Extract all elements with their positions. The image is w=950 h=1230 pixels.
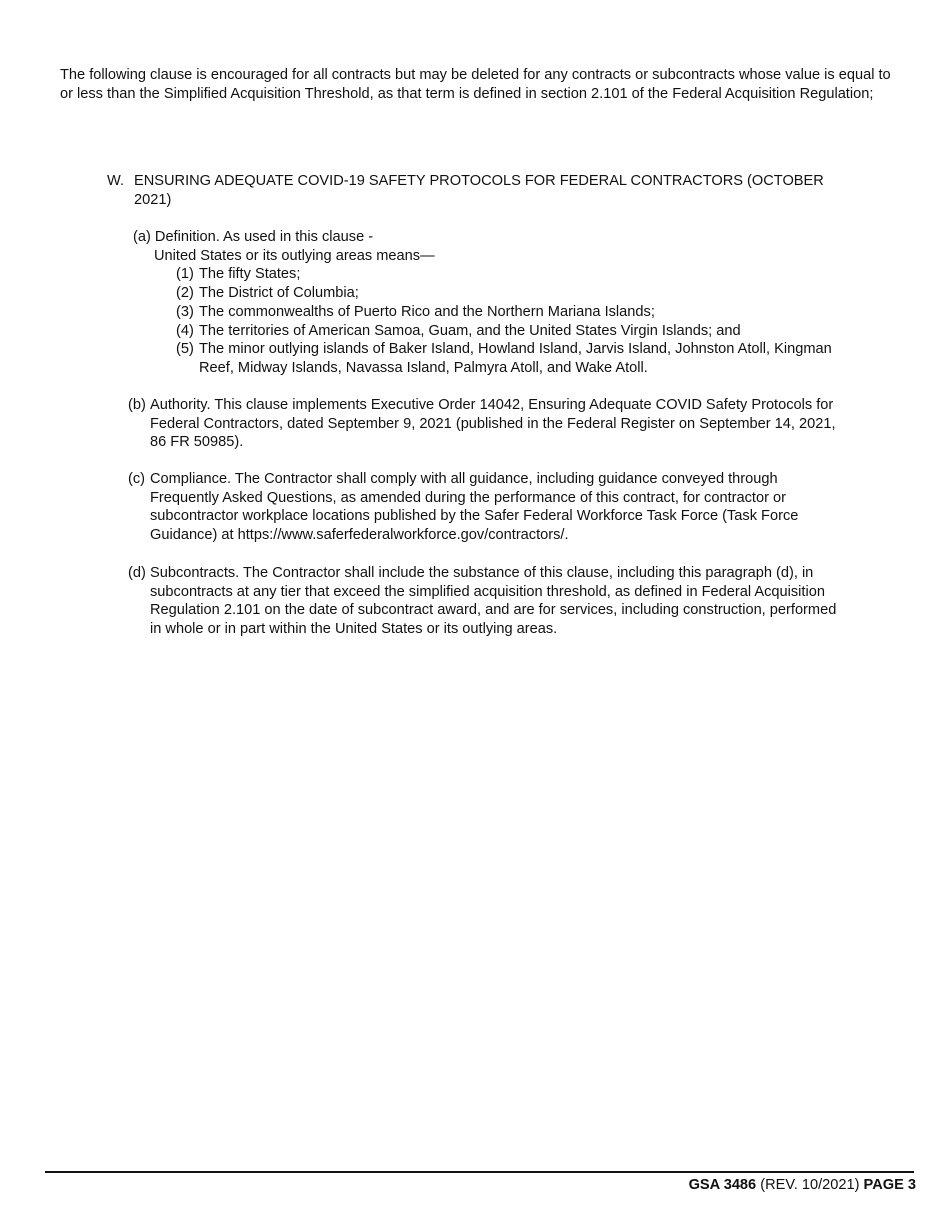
list-item-text: The District of Columbia; xyxy=(199,285,359,302)
intro-paragraph: The following clause is encouraged for all contracts but may be deleted for any contracts or subcontracts whose value is equal to or less than the Simplified Acquisition Threshold, as that term is defined in section 2.101 of the Federal Acquisition Regulation; xyxy=(60,67,891,102)
list-item-number: (2) xyxy=(176,285,194,302)
list-item-text: The territories of American Samoa, Guam, and the United States Virgin Islands; and xyxy=(199,322,741,339)
page-footer xyxy=(689,1176,916,1195)
paragraph-a-heading xyxy=(133,228,833,247)
list-item xyxy=(176,284,833,303)
list-item-text: The minor outlying islands of Baker Island, Howland Island, Jarvis Island, Johnston Atoll, Kingman Reef, Midway Islands, Navassa Island, Palmyra Atoll, and Wake Atoll. xyxy=(199,341,832,376)
definition-term: United States or its outlying areas means— xyxy=(154,247,435,264)
list-item xyxy=(176,265,833,284)
paragraph-a-label: (a) xyxy=(133,229,151,245)
paragraph-c-label: (c) xyxy=(128,471,146,487)
list-item xyxy=(176,322,833,341)
paragraph-d-text: Subcontracts. The Contractor shall include the substance of this clause, including this paragraph (d), in subcontracts at any tier that exceed the simplified acquisition threshold, as defined in Federal Acquisition Regulation 2.101 on the date of subcontract award, and are for services, including construction, performed in whole or in part within the United States or its outlying areas. xyxy=(150,565,837,638)
list-item-text: The fifty States; xyxy=(199,266,301,283)
paragraph-a-heading-text: Definition. As used in this clause - xyxy=(154,229,374,245)
list-item-text: The commonwealths of Puerto Rico and the Northern Mariana Islands; xyxy=(199,303,655,320)
footer-divider xyxy=(45,1171,914,1173)
paragraph-d-subcontracts xyxy=(128,564,843,639)
footer-form-number: GSA 3486 xyxy=(688,1177,757,1193)
list-item xyxy=(176,340,833,377)
list-item-number: (5) xyxy=(176,341,194,358)
clause-letter: W. xyxy=(107,173,125,189)
list-item-number: (1) xyxy=(176,266,194,283)
list-item-number: (4) xyxy=(176,322,194,339)
list-item-number: (3) xyxy=(176,303,194,320)
paragraph-d-label: (d) xyxy=(128,565,146,581)
list-item xyxy=(176,303,833,322)
footer-page-number: PAGE 3 xyxy=(863,1177,916,1193)
paragraph-c-compliance xyxy=(128,470,843,545)
paragraph-c-text: Compliance. The Contractor shall comply with all guidance, including guidance conveyed through Frequently Asked Questions, as amended during the performance of this contract, for contractor or subcontractor workplace locations published by the Safer Federal Workforce Task Force (Task Force Guidance) at https://www.saferfederalworkforce.gov/contractors/. xyxy=(150,471,799,544)
paragraph-b-authority xyxy=(128,396,843,452)
paragraph-b-text: Authority. This clause implements Executive Order 14042, Ensuring Adequate COVID Safety Protocols for Federal Contractors, dated September 9, 2021 (published in the Federal Register on September 14, 2021, 86 FR 50985). xyxy=(150,397,836,451)
paragraph-a-definition xyxy=(133,228,833,378)
footer-revision: (REV. 10/2021) xyxy=(760,1177,860,1193)
clause-heading xyxy=(107,172,827,209)
clause-title: ENSURING ADEQUATE COVID-19 SAFETY PROTOCOLS FOR FEDERAL CONTRACTORS (OCTOBER 2021) xyxy=(134,173,824,208)
paragraph-b-label: (b) xyxy=(128,397,146,413)
definition-list xyxy=(133,265,833,377)
